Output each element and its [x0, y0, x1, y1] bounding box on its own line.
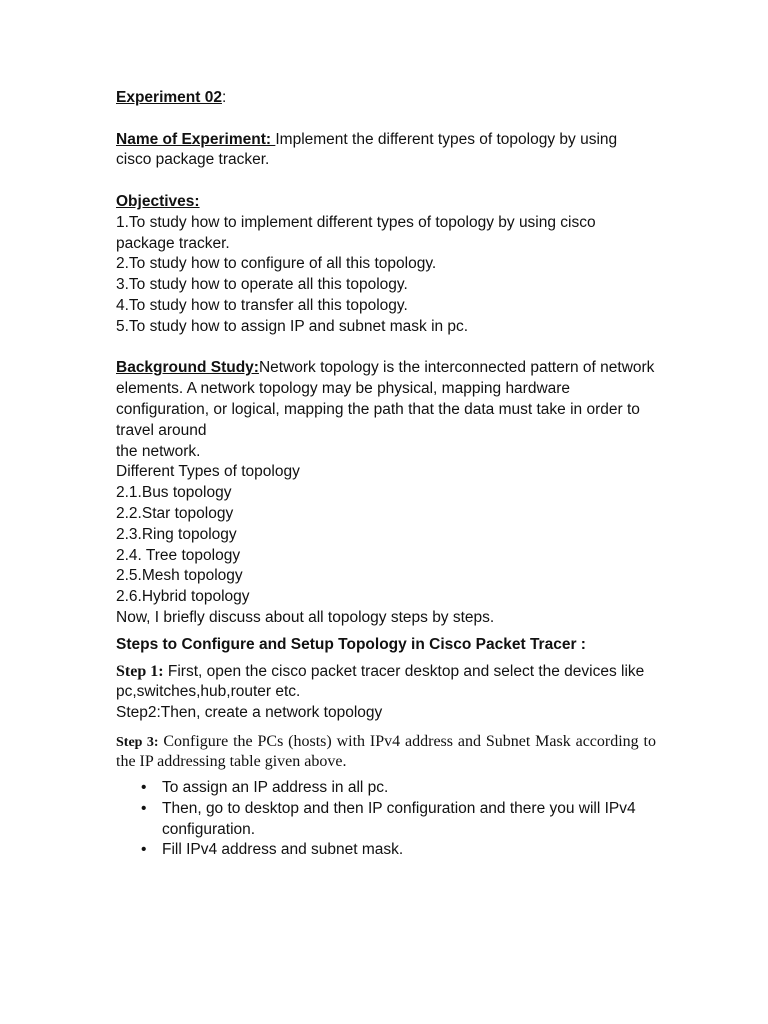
step-3-bullet-list [116, 778, 656, 861]
objective-item: 2.To study how to configure of all this topology. [116, 255, 437, 273]
objective-item: 5.To study how to assign IP and subnet mask in pc. [116, 317, 469, 335]
topology-type-item: 2.3.Ring topology [116, 525, 237, 543]
background-study-text: Network topology is the interconnected pattern of network elements. A network topology may be physical, mapping hardware configuration, or logical, mapping the path that the data must take in order to travel around [116, 359, 655, 439]
name-of-experiment-label: Name of Experiment: [116, 130, 276, 148]
experiment-label: Experiment 02 [116, 89, 222, 106]
spacer [116, 109, 656, 130]
objective-item: 3.To study how to operate all this topology. [116, 276, 408, 294]
experiment-suffix: : [221, 89, 227, 106]
steps-heading: Steps to Configure and Setup Topology in Cisco Packet Tracer : [116, 635, 586, 653]
topology-type-item: 2.6.Hybrid topology [116, 588, 250, 606]
step-1-text: First, open the cisco packet tracer desktop and select the devices like pc,switches,hub,router etc. [116, 662, 645, 701]
bullet-item: • Then, go to desktop and then IP configuration and there you will IPv4 configuration. [162, 799, 656, 841]
name-of-experiment [116, 130, 656, 172]
step-3-label: Step 3: [116, 734, 159, 750]
document-page [116, 88, 656, 861]
objective-item: 4.To study how to transfer all this topology. [116, 296, 408, 314]
topology-type-item: 2.5.Mesh topology [116, 567, 243, 585]
background-study-label: Background Study: [116, 359, 259, 377]
name-of-experiment-text: Implement the different types of topology by using cisco package tracker. [116, 130, 618, 169]
topology-type-item: 2.1.Bus topology [116, 484, 232, 502]
topology-types-list [116, 483, 656, 608]
bullet-item: • Fill IPv4 address and subnet mask. [162, 840, 656, 861]
objective-item: 1.To study how to implement different types of topology by using cisco package tracker. [116, 213, 596, 252]
experiment-title [116, 88, 656, 109]
step-1 [116, 662, 656, 704]
background-study-continuation: the network. [116, 442, 201, 460]
step-2: Step2:Then, create a network topology [116, 704, 383, 722]
spacer [116, 338, 656, 359]
step-1-label: Step 1: [116, 662, 164, 680]
step-3-text: Configure the PCs (hosts) with IPv4 address and Subnet Mask according to the IP addressing table given above. [116, 732, 656, 771]
background-study [116, 358, 656, 441]
spacer [116, 171, 656, 192]
topology-type-item: 2.2.Star topology [116, 504, 234, 522]
bullet-item: • To assign an IP address in all pc. [162, 778, 656, 799]
objectives-heading [116, 192, 656, 213]
closing-sentence: Now, I briefly discuss about all topology steps by steps. [116, 608, 495, 626]
topology-type-item: 2.4. Tree topology [116, 546, 241, 564]
objectives-label: Objectives: [116, 192, 200, 210]
objectives-list [116, 213, 656, 338]
step-3 [116, 732, 656, 772]
topology-types-intro: Different Types of topology [116, 463, 300, 481]
